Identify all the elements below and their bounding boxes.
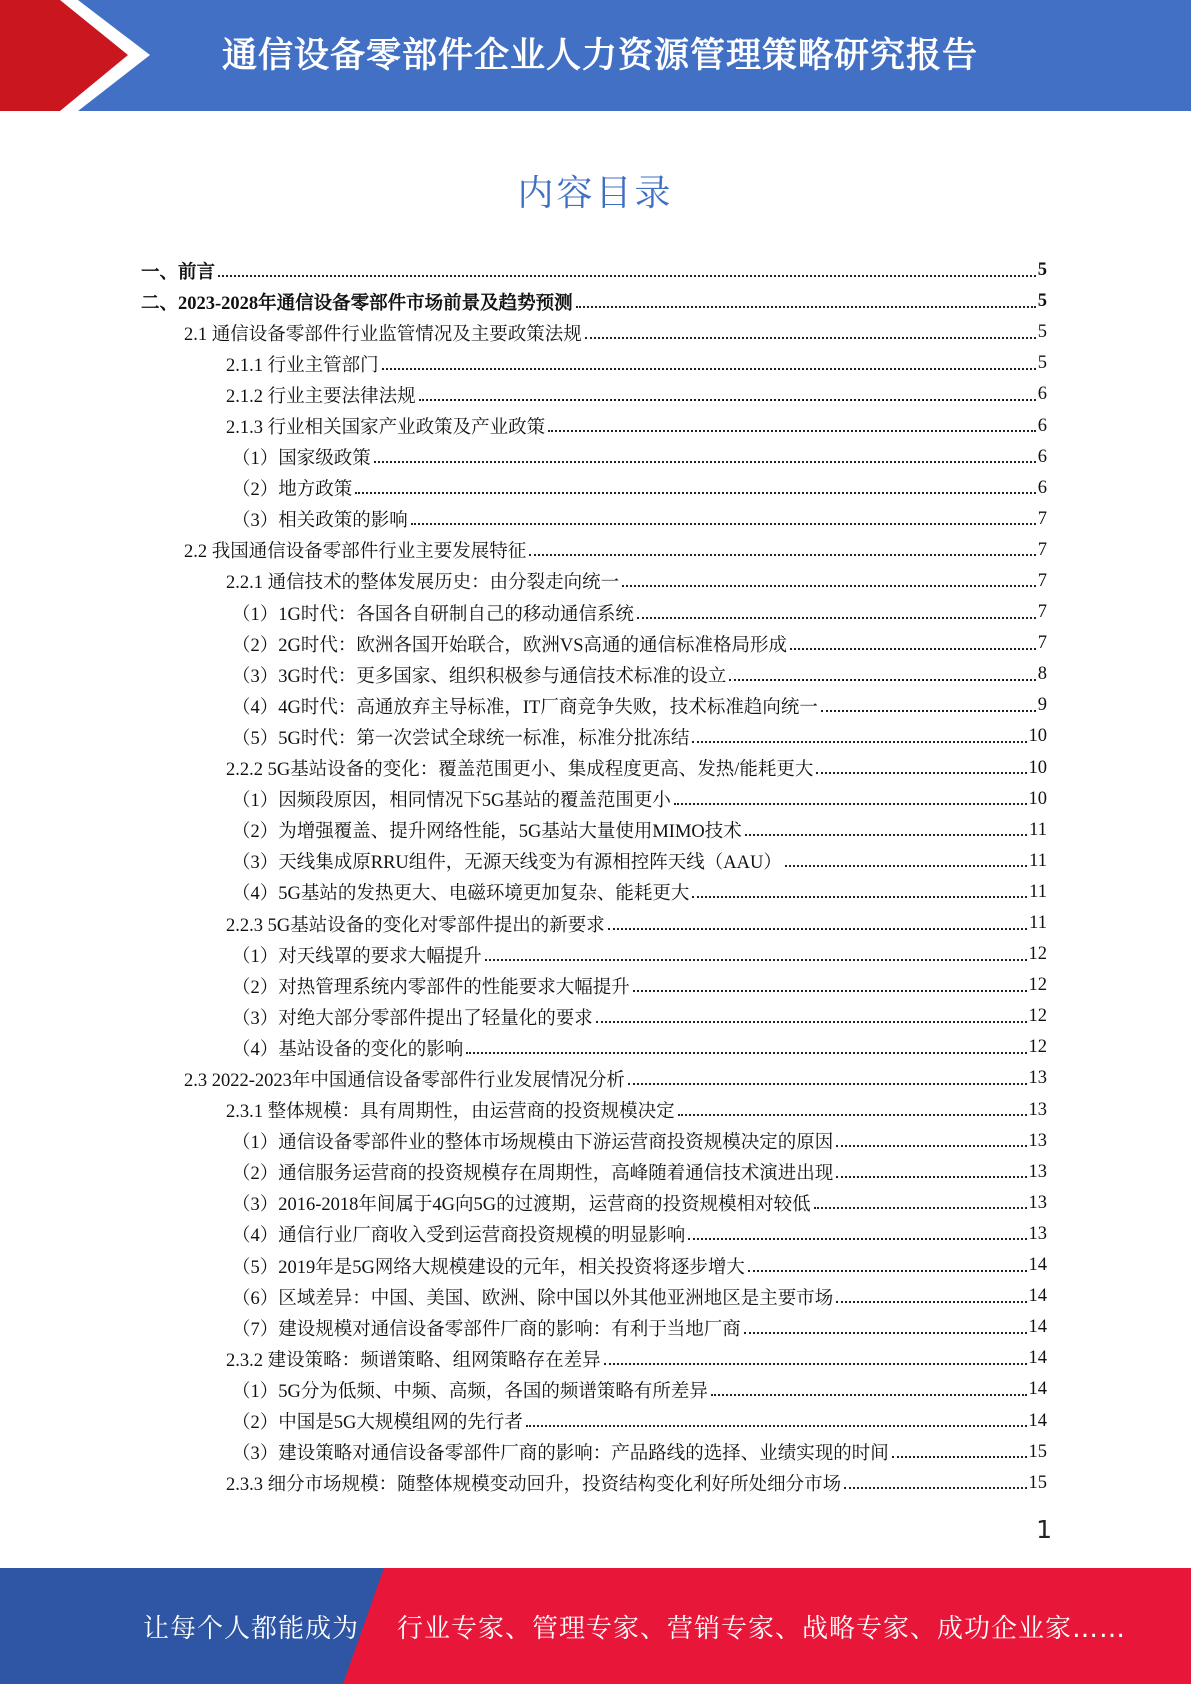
toc-entry-page: 7 xyxy=(1037,539,1047,560)
toc-dot-leader xyxy=(674,803,1027,805)
toc-dot-leader xyxy=(218,275,1036,277)
toc-entry-page: 7 xyxy=(1037,508,1047,529)
toc-entry[interactable] xyxy=(141,1343,1047,1374)
toc-entry-title: （1）因频段原因，相同情况下5G基站的覆盖范围更小 xyxy=(232,791,671,812)
toc-entry[interactable] xyxy=(141,1219,1047,1250)
toc-entry-page: 14 xyxy=(1028,1317,1047,1338)
toc-entry-title: （2）对热管理系统内零部件的性能要求大幅提升 xyxy=(232,977,630,998)
toc-dot-leader xyxy=(633,990,1027,992)
toc-entry-page: 12 xyxy=(1028,944,1047,965)
toc-entry-page: 6 xyxy=(1037,477,1047,498)
toc-entry-title: （3）天线集成原RRU组件，无源天线变为有源相控阵天线（AAU） xyxy=(232,853,782,874)
toc-entry[interactable] xyxy=(141,877,1047,908)
toc-entry-page: 5 xyxy=(1037,291,1047,312)
toc-entry-page: 14 xyxy=(1028,1286,1047,1307)
toc-dot-leader xyxy=(711,1394,1027,1396)
toc-entry-title: （3）对绝大部分零部件提出了轻量化的要求 xyxy=(232,1008,593,1029)
toc-entry-title: 2.2.1 通信技术的整体发展历史：由分裂走向统一 xyxy=(226,573,620,594)
toc-entry[interactable] xyxy=(141,473,1047,504)
toc-entry-title: （5）5G时代：第一次尝试全球统一标准，标准分批冻结 xyxy=(232,728,690,749)
toc-dot-leader xyxy=(419,399,1036,401)
toc-entry-page: 5 xyxy=(1037,260,1047,281)
toc-entry-page: 15 xyxy=(1028,1472,1047,1493)
toc-dot-leader xyxy=(585,337,1036,339)
toc-dot-leader xyxy=(836,1301,1026,1303)
toc-entry-title: （4）通信行业厂商收入受到运营商投资规模的明显影响 xyxy=(232,1226,686,1247)
toc-dot-leader xyxy=(628,1083,1027,1085)
toc-entry[interactable] xyxy=(141,1468,1047,1499)
toc-dot-leader xyxy=(836,1176,1026,1178)
toc-entry-title: （4）4G时代：高通放弃主导标准，IT厂商竞争失败，技术标准趋向统一 xyxy=(232,697,818,718)
toc-entry-page: 14 xyxy=(1028,1348,1047,1369)
toc-entry-page: 13 xyxy=(1028,1099,1047,1120)
toc-entry[interactable] xyxy=(141,566,1047,597)
toc-dot-leader xyxy=(814,1207,1027,1209)
toc-entry[interactable] xyxy=(141,908,1047,939)
toc-entry[interactable] xyxy=(141,504,1047,535)
toc-dot-leader xyxy=(892,1456,1027,1458)
toc-entry[interactable] xyxy=(141,410,1047,441)
toc-dot-leader xyxy=(529,554,1035,556)
toc-entry-page: 10 xyxy=(1028,757,1047,778)
toc-entry-page: 12 xyxy=(1028,1006,1047,1027)
toc-dot-leader xyxy=(382,368,1036,370)
toc-entry[interactable] xyxy=(141,690,1047,721)
toc-entry[interactable] xyxy=(141,753,1047,784)
toc-entry-page: 15 xyxy=(1028,1441,1047,1462)
toc-entry[interactable] xyxy=(141,1250,1047,1281)
toc-entry-page: 11 xyxy=(1029,850,1047,871)
toc-dot-leader xyxy=(692,741,1026,743)
toc-entry-title: 2.2.2 5G基站设备的变化：覆盖范围更小、集成程度更高、发热/能耗更大 xyxy=(226,760,814,781)
toc-entry-page: 9 xyxy=(1037,695,1047,716)
toc-entry[interactable] xyxy=(141,1001,1047,1032)
toc-entry[interactable] xyxy=(141,784,1047,815)
toc-entry-page: 6 xyxy=(1037,415,1047,436)
toc-entry-title: 2.2 我国通信设备零部件行业主要发展特征 xyxy=(184,542,527,563)
toc-entry-page: 12 xyxy=(1028,1037,1047,1058)
toc-entry[interactable] xyxy=(141,1405,1047,1436)
toc-dot-leader xyxy=(821,710,1036,712)
toc-dot-leader xyxy=(844,1487,1026,1489)
toc-entry-title: （3）2016-2018年间属于4G向5G的过渡期，运营商的投资规模相对较低 xyxy=(232,1195,811,1216)
toc-entry-page: 13 xyxy=(1028,1161,1047,1182)
toc-entry-title: （4）基站设备的变化的影响 xyxy=(232,1039,464,1060)
toc-heading: 内容目录 xyxy=(517,173,674,214)
toc-dot-leader xyxy=(374,461,1036,463)
toc-dot-leader xyxy=(678,1114,1027,1116)
toc-entry-page: 11 xyxy=(1029,819,1047,840)
toc-dot-leader xyxy=(744,1332,1027,1334)
toc-entry-title: （2）地方政策 xyxy=(232,480,353,501)
footer-slogan-left: 让每个人都能成为 xyxy=(143,1614,360,1644)
report-title: 通信设备零部件企业人力资源管理策略研究报告 xyxy=(222,36,979,76)
toc-entry-title: 2.1 通信设备零部件行业监管情况及主要政策法规 xyxy=(184,324,582,345)
toc-entry-title: （1）通信设备零部件业的整体市场规模由下游运营商投资规模决定的原因 xyxy=(232,1133,834,1154)
toc-entry-page: 6 xyxy=(1037,446,1047,467)
page-number: 1 xyxy=(1036,1515,1052,1544)
toc-entry[interactable] xyxy=(141,846,1047,877)
toc-dot-leader xyxy=(466,1052,1026,1054)
toc-entry-page: 6 xyxy=(1037,384,1047,405)
toc-dot-leader xyxy=(548,430,1036,432)
footer-banner xyxy=(0,1568,1191,1684)
toc-dot-leader xyxy=(355,492,1035,494)
toc-entry-title: 2.1.2 行业主要法律法规 xyxy=(226,386,416,407)
toc-entry-title: 2.3 2022-2023年中国通信设备零部件行业发展情况分析 xyxy=(184,1070,625,1091)
toc-entry[interactable] xyxy=(141,628,1047,659)
toc-entry-page: 11 xyxy=(1029,881,1047,902)
toc-entry-title: （3）3G时代：更多国家、组织积极参与通信技术标准的设立 xyxy=(232,666,727,687)
toc-entry-title: （2）通信服务运营商的投资规模存在周期性，高峰随着通信技术演进出现 xyxy=(232,1164,834,1185)
toc-entry-title: 2.3.2 建设策略：频谱策略、组网策略存在差异 xyxy=(226,1350,601,1371)
toc-entry-page: 11 xyxy=(1029,913,1047,934)
toc-dot-leader xyxy=(836,1145,1026,1147)
toc-dot-leader xyxy=(526,1425,1027,1427)
toc-entry[interactable] xyxy=(141,597,1047,628)
toc-entry-title: （7）建设规模对通信设备零部件厂商的影响：有利于当地厂商 xyxy=(232,1319,741,1340)
toc-entry-title: （2）2G时代：欧洲各国开始联合，欧洲VS高通的通信标准格局形成 xyxy=(232,635,788,656)
toc-entry[interactable] xyxy=(141,939,1047,970)
toc-entry-title: （1）对天线罩的要求大幅提升 xyxy=(232,946,482,967)
toc-entry-title: 一、前言 xyxy=(141,262,216,283)
toc-entry-title: （2）为增强覆盖、提升网络性能，5G基站大量使用MIMO技术 xyxy=(232,822,742,843)
toc-entry-title: （5）2019年是5G网络大规模建设的元年，相关投资将逐步增大 xyxy=(232,1257,745,1278)
table-of-contents xyxy=(141,255,1047,1499)
toc-entry-page: 13 xyxy=(1028,1223,1047,1244)
toc-entry-title: （3）建设策略对通信设备零部件厂商的影响：产品路线的选择、业绩实现的时间 xyxy=(232,1444,889,1465)
toc-dot-leader xyxy=(688,1238,1026,1240)
toc-entry[interactable] xyxy=(141,815,1047,846)
toc-entry[interactable] xyxy=(141,286,1047,317)
toc-entry-page: 14 xyxy=(1028,1410,1047,1431)
toc-entry-title: 2.1.3 行业相关国家产业政策及产业政策 xyxy=(226,418,546,439)
toc-entry-page: 5 xyxy=(1037,322,1047,343)
toc-entry-page: 12 xyxy=(1028,975,1047,996)
footer-slogan-right: 行业专家、管理专家、营销专家、战略专家、成功企业家…… xyxy=(397,1614,1127,1644)
toc-entry-title: 2.2.3 5G基站设备的变化对零部件提出的新要求 xyxy=(226,915,605,936)
toc-dot-leader xyxy=(622,585,1036,587)
toc-entry[interactable] xyxy=(141,379,1047,410)
toc-dot-leader xyxy=(604,1363,1027,1365)
toc-dot-leader xyxy=(608,928,1027,930)
toc-entry-title: 2.3.1 整体规模：具有周期性，由运营商的投资规模决定 xyxy=(226,1102,675,1123)
toc-entry-title: （4）5G基站的发热更大、电磁环境更加复杂、能耗更大 xyxy=(232,884,690,905)
toc-entry-page: 7 xyxy=(1037,602,1047,623)
toc-entry[interactable] xyxy=(141,442,1047,473)
toc-entry-page: 8 xyxy=(1037,664,1047,685)
toc-entry-page: 13 xyxy=(1028,1130,1047,1151)
toc-entry-page: 13 xyxy=(1028,1068,1047,1089)
toc-dot-leader xyxy=(748,1270,1027,1272)
toc-entry[interactable] xyxy=(141,1095,1047,1126)
header-banner xyxy=(0,0,1191,111)
toc-entry[interactable] xyxy=(141,1063,1047,1094)
toc-dot-leader xyxy=(785,865,1027,867)
toc-dot-leader xyxy=(816,772,1026,774)
toc-entry-title: （3）相关政策的影响 xyxy=(232,511,408,532)
toc-dot-leader xyxy=(790,648,1036,650)
toc-dot-leader xyxy=(729,679,1035,681)
toc-entry-page: 7 xyxy=(1037,570,1047,591)
toc-dot-leader xyxy=(411,523,1036,525)
toc-entry-page: 14 xyxy=(1028,1379,1047,1400)
toc-entry[interactable] xyxy=(141,1312,1047,1343)
toc-dot-leader xyxy=(745,834,1027,836)
toc-entry[interactable] xyxy=(141,317,1047,348)
toc-entry-title: 2.1.1 行业主管部门 xyxy=(226,355,379,376)
toc-entry-page: 5 xyxy=(1037,353,1047,374)
toc-entry[interactable] xyxy=(141,1374,1047,1405)
toc-entry-page: 7 xyxy=(1037,633,1047,654)
toc-entry[interactable] xyxy=(141,1437,1047,1468)
toc-entry[interactable] xyxy=(141,1281,1047,1312)
toc-entry-title: 2.3.3 细分市场规模：随整体规模变动回升，投资结构变化利好所处细分市场 xyxy=(226,1475,842,1496)
toc-entry[interactable] xyxy=(141,1032,1047,1063)
toc-entry-page: 14 xyxy=(1028,1255,1047,1276)
toc-entry-page: 10 xyxy=(1028,726,1047,747)
toc-entry-page: 13 xyxy=(1028,1192,1047,1213)
toc-entry-title: （1）国家级政策 xyxy=(232,449,371,470)
toc-entry[interactable] xyxy=(141,348,1047,379)
toc-entry[interactable] xyxy=(141,970,1047,1001)
toc-dot-leader xyxy=(576,306,1036,308)
toc-dot-leader xyxy=(692,896,1027,898)
toc-entry[interactable] xyxy=(141,659,1047,690)
toc-entry-title: （6）区域差异：中国、美国、欧洲、除中国以外其他亚洲地区是主要市场 xyxy=(232,1288,834,1309)
toc-entry[interactable] xyxy=(141,535,1047,566)
toc-entry[interactable] xyxy=(141,1188,1047,1219)
toc-dot-leader xyxy=(485,959,1027,961)
toc-entry-title: 二、2023-2028年通信设备零部件市场前景及趋势预测 xyxy=(141,293,573,314)
toc-entry-page: 10 xyxy=(1028,788,1047,809)
toc-dot-leader xyxy=(637,617,1036,619)
toc-entry[interactable] xyxy=(141,1157,1047,1188)
toc-entry-title: （1）1G时代：各国各自研制自己的移动通信系统 xyxy=(232,604,634,625)
toc-entry-title: （2）中国是5G大规模组网的先行者 xyxy=(232,1413,523,1434)
toc-entry[interactable] xyxy=(141,721,1047,752)
toc-entry-title: （1）5G分为低频、中频、高频，各国的频谱策略有所差异 xyxy=(232,1381,708,1402)
toc-entry[interactable] xyxy=(141,1126,1047,1157)
toc-entry[interactable] xyxy=(141,255,1047,286)
toc-dot-leader xyxy=(596,1021,1027,1023)
